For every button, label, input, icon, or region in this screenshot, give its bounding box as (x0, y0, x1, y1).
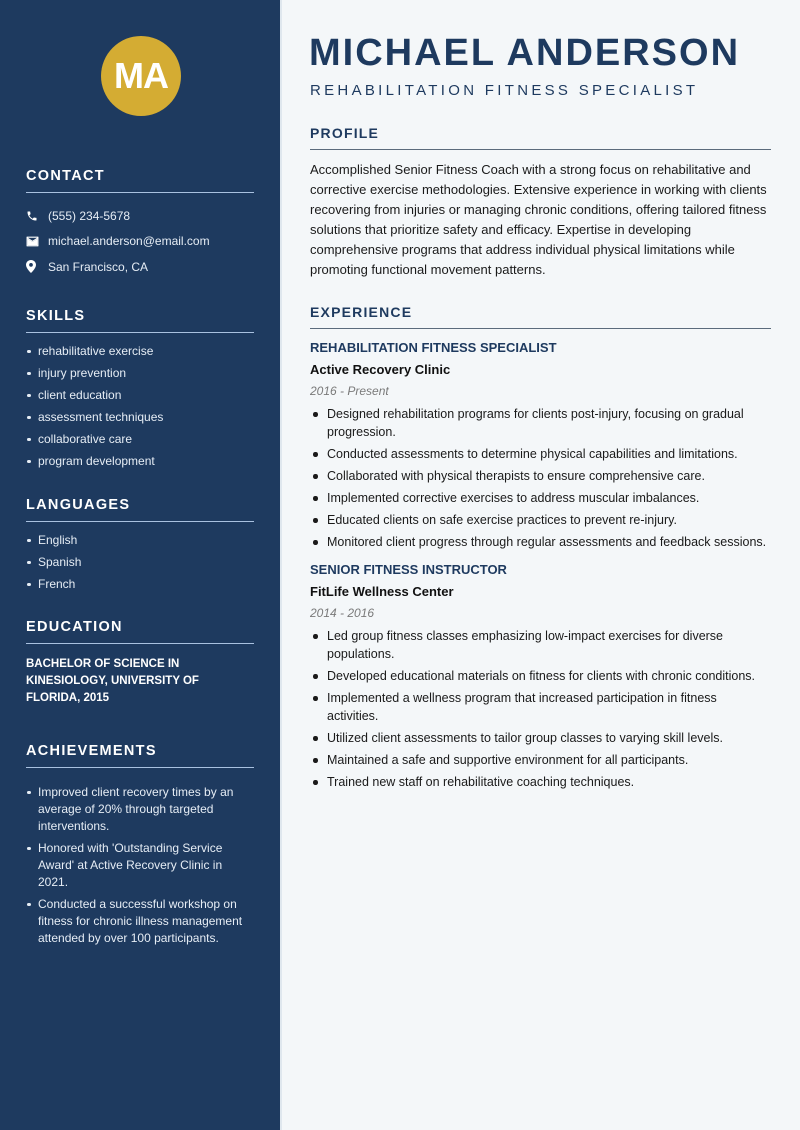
contact-phone (26, 203, 254, 229)
job-bullet: Implemented a wellness program that increased participation in fitness activities. (310, 689, 771, 725)
achievements-heading: ACHIEVEMENTS (26, 743, 254, 768)
skill-item: assessment techniques (26, 409, 254, 426)
education-degree: BACHELOR OF SCIENCE IN KINESIOLOGY, UNIVERSITY OF FLORIDA, 2015 (26, 657, 199, 704)
job-bullet: Collaborated with physical therapists to ensure comprehensive care. (310, 467, 771, 485)
contact-heading: CONTACT (26, 168, 254, 193)
skill-item: injury prevention (26, 365, 254, 382)
skill-item: program development (26, 453, 254, 470)
job-bullets (310, 627, 771, 791)
language-item: French (26, 576, 254, 593)
skill-item: client education (26, 387, 254, 404)
languages-section (26, 497, 254, 593)
education-heading: EDUCATION (26, 619, 254, 644)
skill-item: rehabilitative exercise (26, 343, 254, 360)
profile-section (310, 125, 771, 280)
job-entry (310, 561, 771, 791)
email-text: michael.anderson@email.com (48, 234, 210, 249)
job-bullet: Monitored client progress through regular assessments and feedback sessions. (310, 533, 771, 551)
achievements-section (26, 743, 254, 947)
contact-location (26, 254, 254, 280)
language-item: English (26, 532, 254, 549)
experience-heading: EXPERIENCE (310, 304, 771, 329)
job-company: FitLife Wellness Center (310, 584, 454, 599)
education-section (26, 619, 254, 707)
location-pin-icon (26, 260, 48, 273)
skills-section (26, 308, 254, 470)
contact-email (26, 229, 254, 255)
contact-section (26, 168, 254, 280)
job-bullet: Developed educational materials on fitness for clients with chronic conditions. (310, 667, 771, 685)
candidate-title: REHABILITATION FITNESS SPECIALIST (310, 82, 699, 99)
phone-text: (555) 234-5678 (48, 208, 131, 223)
job-bullet: Utilized client assessments to tailor group classes to varying skill levels. (310, 729, 771, 747)
skill-item: collaborative care (26, 431, 254, 448)
job-bullets (310, 405, 771, 551)
location-text: San Francisco, CA (48, 259, 149, 274)
job-dates: 2014 - 2016 (310, 606, 375, 620)
job-bullet: Educated clients on safe exercise practices to prevent re-injury. (310, 511, 771, 529)
candidate-name: MICHAEL ANDERSON (309, 32, 741, 74)
achievements-list (26, 784, 254, 947)
skills-list (26, 343, 254, 470)
profile-heading: PROFILE (310, 125, 771, 150)
languages-heading: LANGUAGES (26, 497, 254, 522)
job-bullet: Conducted assessments to determine physical capabilities and limitations. (310, 445, 771, 463)
achievement-item: Honored with 'Outstanding Service Award' at Active Recovery Clinic in 2021. (26, 840, 254, 891)
avatar-initials: MA (114, 55, 168, 96)
profile-summary: Accomplished Senior Fitness Coach with a strong focus on rehabilitative and corrective exercise methodologies. Extensive experience in working with clients recovering from injuries or managing chronic conditions, offering tailored fitness solutions that prioritize safety and efficacy. Expertise in developing comprehensive programs that address individual physical limitations while promoting functional movement patterns. (310, 162, 767, 277)
job-bullet: Trained new staff on rehabilitative coaching techniques. (310, 773, 771, 791)
job-dates: 2016 - Present (310, 384, 389, 398)
sidebar (0, 0, 280, 1130)
languages-list (26, 532, 254, 593)
job-bullet: Maintained a safe and supportive environment for all participants. (310, 751, 771, 769)
job-bullet: Designed rehabilitation programs for clients post-injury, focusing on gradual progression. (310, 405, 771, 441)
language-item: Spanish (26, 554, 254, 571)
job-title: REHABILITATION FITNESS SPECIALIST (310, 340, 557, 355)
achievement-item: Conducted a successful workshop on fitness for chronic illness management attended by over 100 participants. (26, 896, 254, 947)
achievement-item: Improved client recovery times by an average of 20% through targeted interventions. (26, 784, 254, 835)
phone-icon (26, 210, 48, 222)
job-company: Active Recovery Clinic (310, 362, 451, 377)
skills-heading: SKILLS (26, 308, 254, 333)
email-icon (26, 236, 48, 247)
job-bullet: Led group fitness classes emphasizing low-impact exercises for diverse populations. (310, 627, 771, 663)
experience-section (310, 304, 771, 791)
job-entry (310, 339, 771, 551)
job-title: SENIOR FITNESS INSTRUCTOR (310, 562, 507, 577)
main-content (282, 0, 800, 1130)
job-bullet: Implemented corrective exercises to address muscular imbalances. (310, 489, 771, 507)
avatar (101, 36, 181, 116)
